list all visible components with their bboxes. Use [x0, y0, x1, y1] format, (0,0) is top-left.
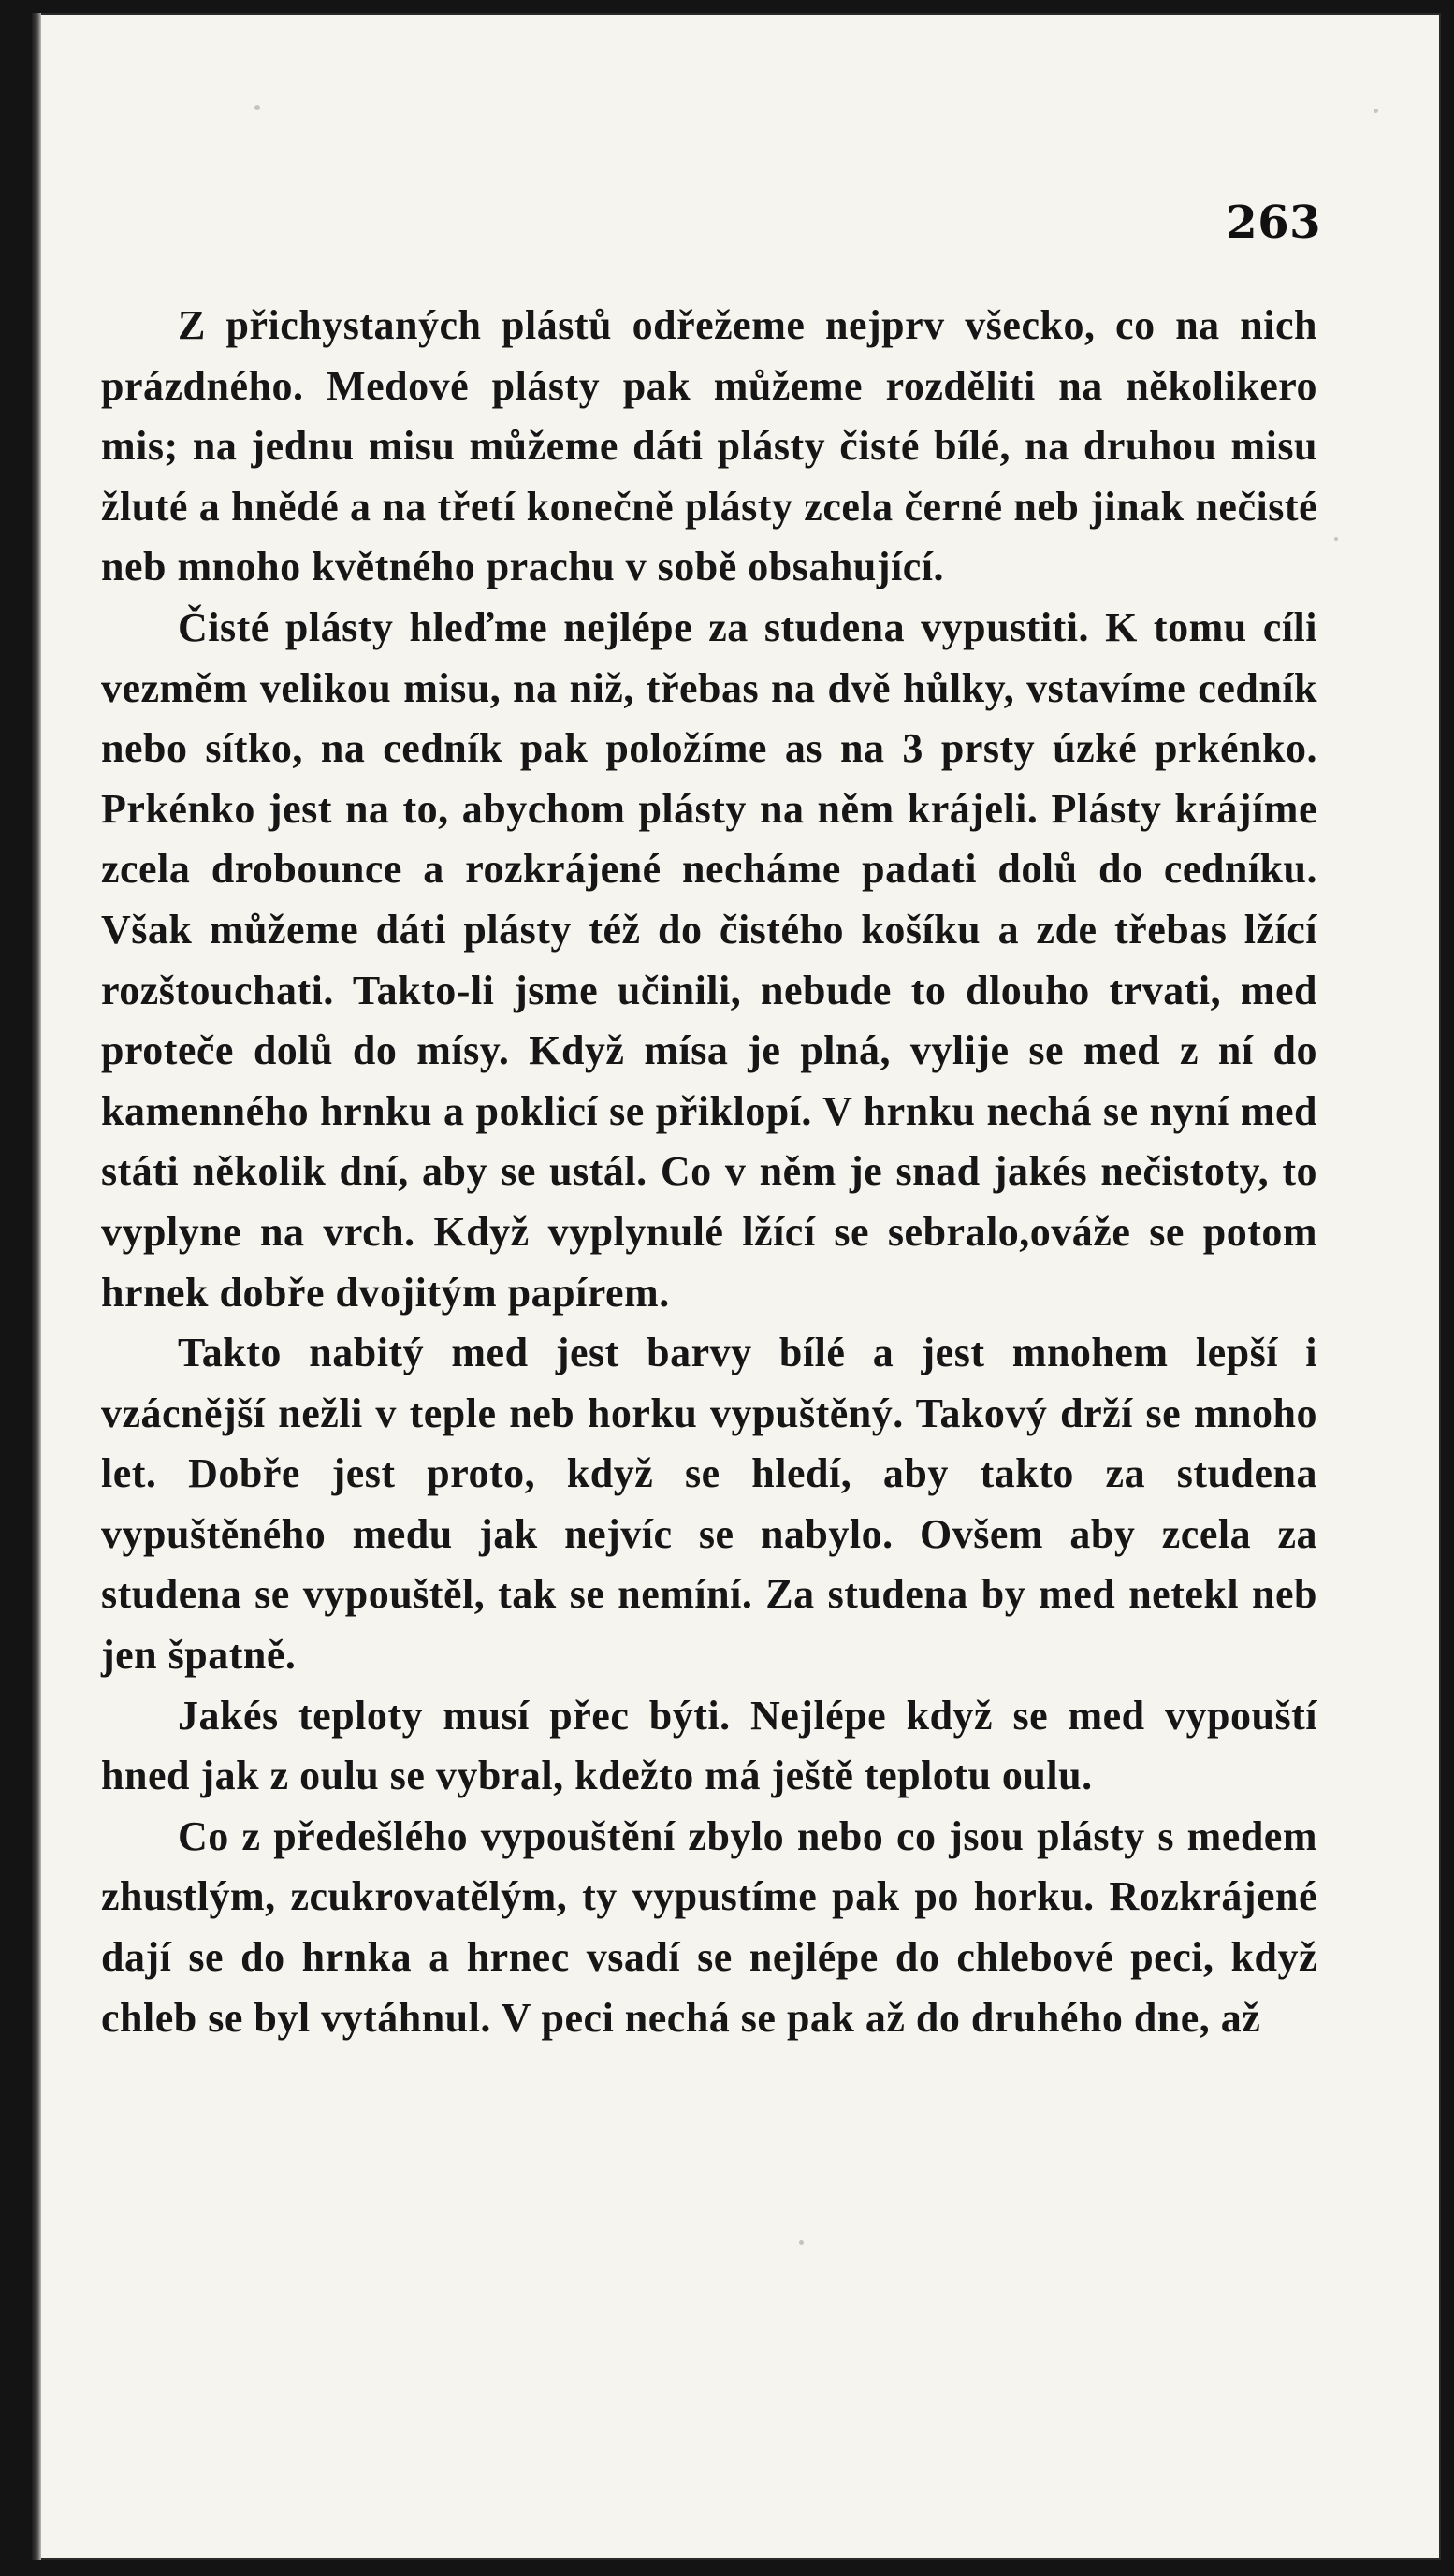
book-page — [32, 13, 1441, 2560]
page-edge-shadow — [32, 13, 41, 2560]
page-body — [101, 296, 1317, 2048]
paragraph: Čisté plásty hleďme nejlépe za studena vypustiti. K tomu cíli vezměm velikou misu, na niž, třebas na dvě hůlky, vstavíme cedník nebo sítko, na cedník pak položíme as na 3 prsty úzké prkénko. Prkénko jest na to, abychom plásty na něm krájeli. Plásty krájíme zcela drobounce a rozkrájené necháme padati dolů do cedníku. Však můžeme dáti plásty též do čistého košíku a zde třebas lžící rozštouchati. Takto-li jsme učinili, nebude to dlouho trvati, med proteče dolů do mísy. Když mísa je plná, vylije se med z ní do kamenného hrnku a poklicí se přiklopí. V hrnku nechá se nyní med státi několik dní, aby se ustál. Co v něm je snad jakés nečistoty, to vyplyne na vrch. Když vyplynulé lžící se sebralo,ováže se potom hrnek dobře dvojitým papírem. — [101, 604, 1317, 1316]
paper-speck — [1334, 537, 1338, 541]
paragraph: Z přichystaných plástů odřežeme nejprv všecko, co na nich prázdného. Medové plásty pak můžeme rozděliti na několikero mis; na jednu misu můžeme dáti plásty čisté bílé, na druhou misu žluté a hnědé a na třetí konečně plásty zcela černé neb jinak nečisté neb mnoho květného prachu v sobě obsahující. — [101, 302, 1317, 590]
page-number: 263 — [1226, 196, 1321, 249]
paragraph: Takto nabitý med jest barvy bílé a jest mnohem lepší i vzácnější nežli v teple neb horku vypuštěný. Takový drží se mnoho let. Dobře jest proto, když se hledí, aby takto za studena vypuštěného medu jak nejvíc se nabylo. Ovšem aby zcela za studena se vypouštěl, tak se nemíní. Za studena by med netekl neb jen špatně. — [101, 1330, 1317, 1679]
paragraph: Co z předešlého vypouštění zbylo nebo co jsou plásty s medem zhustlým, zcukrovatělým, ty vypustíme pak po horku. Rozkrájené dají se do hrnka a hrnec vsadí se nejlépe do chlebové peci, když chleb se byl vytáhnul. V peci nechá se pak až do druhého dne, až — [101, 1812, 1317, 2041]
paper-speck — [254, 105, 260, 110]
paper-speck — [799, 2240, 804, 2245]
paragraph: Jakés teploty musí přec býti. Nejlépe když se med vypouští hned jak z oulu se vybral, kdežto má ještě teplotu oulu. — [101, 1692, 1317, 1799]
paper-speck — [1374, 109, 1378, 113]
